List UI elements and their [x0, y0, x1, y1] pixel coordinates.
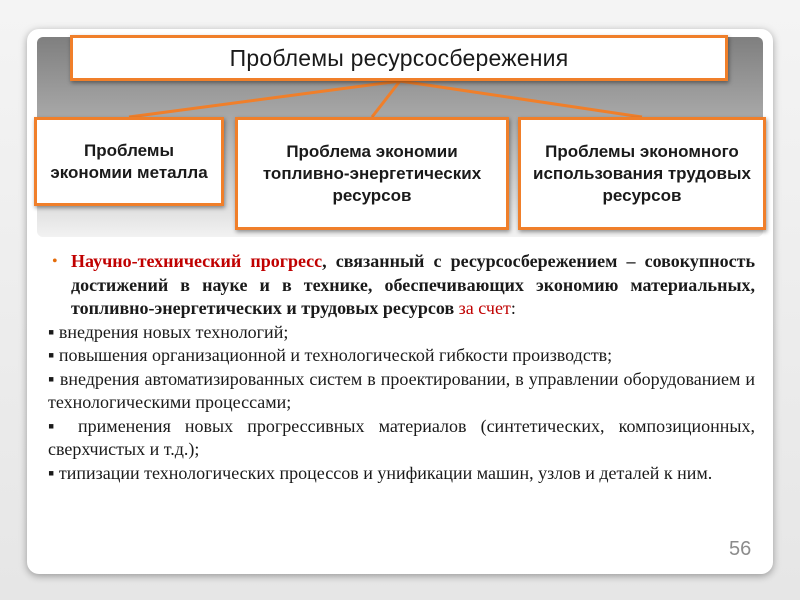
diagram-node-fuel-energy — [235, 117, 509, 230]
diagram-title: Проблемы ресурсосбережения — [229, 44, 569, 71]
list-item: ▪ внедрения новых технологий; — [48, 321, 289, 342]
lead-highlight: Научно-технический прогресс — [71, 251, 323, 271]
slide-body — [48, 250, 755, 485]
lead-text: , связанный с ресурсосбережением – совокупность достижений в науке и в технике, обеспечивающих экономию материальных, топливно-энергетических и трудовых ресурсов — [71, 251, 755, 318]
lead-suffix: за счет — [454, 298, 511, 318]
lead-paragraph — [48, 250, 755, 321]
diagram-node-label: Проблемы экономного использования трудовых ресурсов — [533, 141, 751, 205]
diagram-node-label: Проблема экономии топливно-энергетических ресурсов — [262, 141, 482, 205]
list-item: ▪ внедрения автоматизированных систем в проектировании, в управлении оборудованием и технологическими процессами; — [48, 368, 755, 412]
bullet-icon: • — [52, 253, 58, 270]
page-number: 56 — [729, 538, 752, 560]
diagram-node-labor — [518, 117, 766, 230]
list-item: ▪ повышения организационной и технологической гибкости производств; — [48, 345, 613, 365]
list-item: ▪ применения новых прогрессивных материалов (синтетических, композиционных, сверхчистых и т.д.); — [48, 415, 755, 459]
diagram-node-label: Проблемы экономии металла — [50, 140, 208, 182]
lead-colon: : — [510, 298, 516, 318]
list-item: ▪ типизации технологических процессов и унификации машин, узлов и деталей к ним. — [48, 462, 713, 483]
diagram-title-box — [70, 35, 728, 81]
diagram-node-metal — [34, 117, 224, 206]
